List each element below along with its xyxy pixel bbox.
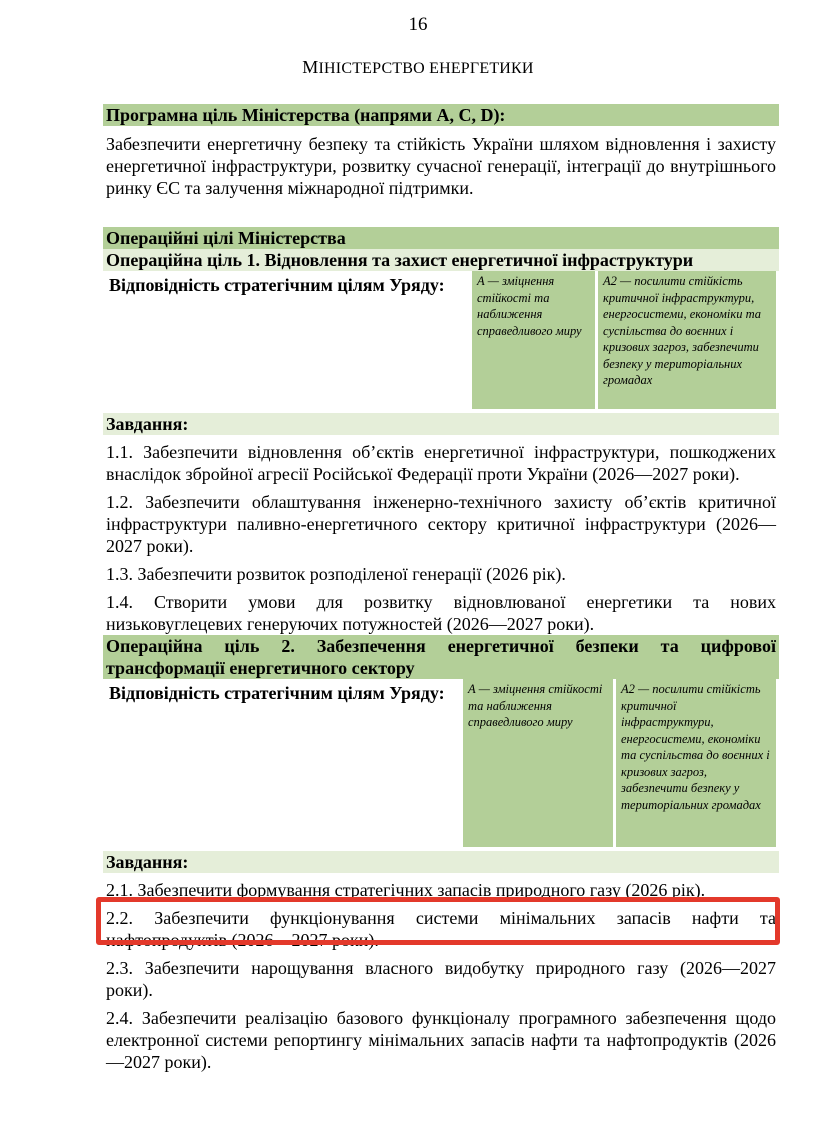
goal1-task-3: 1.3. Забезпечити розвиток розподіленої генерації (2026 рік). — [106, 564, 566, 584]
goal1-task-4: 1.4. Створити умови для розвитку відновлюваної енергетики та нових низьковуглецевих генеруючих потужностей (2026—2027 роки). — [106, 592, 776, 634]
goal1-tasks-title: Завдання: — [103, 413, 779, 435]
goal1-alignment-label: Відповідність стратегічним цілям Уряду: — [109, 275, 445, 295]
goal2-task-3: 2.3. Забезпечити нарощування власного видобутку природного газу (2026—2027 роки). — [106, 958, 776, 1000]
ministry-header-rest: ІНІСТЕРСТВО ЕНЕРГЕТИКИ — [318, 60, 534, 77]
goal2-task-1: 2.1. Забезпечити формування стратегічних запасів природного газу (2026 рік). — [106, 880, 706, 900]
goal2-strategic-a2: А2 — посилити стійкість критичної інфраструктури, енергосистеми, економіки та суспільства до воєнних і кризових загроз, забезпечити безпеку у територіальних громадах — [616, 679, 776, 847]
ministry-header — [0, 57, 836, 78]
ministry-header-initial: М — [302, 57, 319, 77]
goal2-task-4: 2.4. Забезпечити реалізацію базового функціоналу програмного забезпечення щодо електронної системи репортингу мінімальних запасів нафти та нафтопродуктів (2026—2027 роки). — [106, 1008, 776, 1072]
program-goal-title: Програмна ціль Міністерства (напрями A, C, D): — [103, 104, 779, 126]
goal1-title: Операційна ціль 1. Відновлення та захист енергетичної інфраструктури — [103, 249, 779, 271]
goal1-task-2: 1.2. Забезпечити облаштування інженерно-технічного захисту об’єктів критичної інфраструктури паливно-енергетичного сектору критичної інфраструктури (2026—2027 роки). — [106, 492, 776, 556]
goal2-task-2: 2.2. Забезпечити функціонування системи мінімальних запасів нафти та нафтопродуктів (2026—2027 роки). — [106, 908, 776, 950]
operational-goals-title: Операційні цілі Міністерства — [103, 227, 779, 249]
goal2-strategic-a: А — зміцнення стійкості та наближення справедливого миру — [463, 679, 613, 847]
goal2-tasks-title: Завдання: — [103, 851, 779, 873]
program-goal-text: Забезпечити енергетичну безпеку та стійкість України шляхом відновлення і захисту енергетичної інфраструктури, розвитку сучасної генерації, інтеграції до внутрішнього ринку ЄС та залучення міжнародної підтримки. — [106, 134, 776, 198]
task-highlight-box — [96, 897, 780, 945]
goal1-alignment-row — [103, 271, 779, 409]
goal2-title: Операційна ціль 2. Забезпечення енергетичної безпеки та цифрової трансформації енергетичного сектору — [103, 635, 779, 679]
page-number: 16 — [408, 14, 428, 35]
goal1-strategic-a2: А2 — посилити стійкість критичної інфраструктури, енергосистеми, економіки та суспільства до воєнних і кризових загроз, забезпечити безпеку у територіальних громадах — [598, 271, 776, 409]
goal2-alignment-row — [103, 679, 779, 847]
goal1-strategic-a: А — зміцнення стійкості та наближення справедливого миру — [472, 271, 595, 409]
goal1-task-1: 1.1. Забезпечити відновлення об’єктів енергетичної інфраструктури, пошкоджених внаслідок збройної агресії Російської Федерації проти України (2026—2027 роки). — [106, 442, 776, 484]
goal2-alignment-label: Відповідність стратегічним цілям Уряду: — [109, 683, 445, 703]
